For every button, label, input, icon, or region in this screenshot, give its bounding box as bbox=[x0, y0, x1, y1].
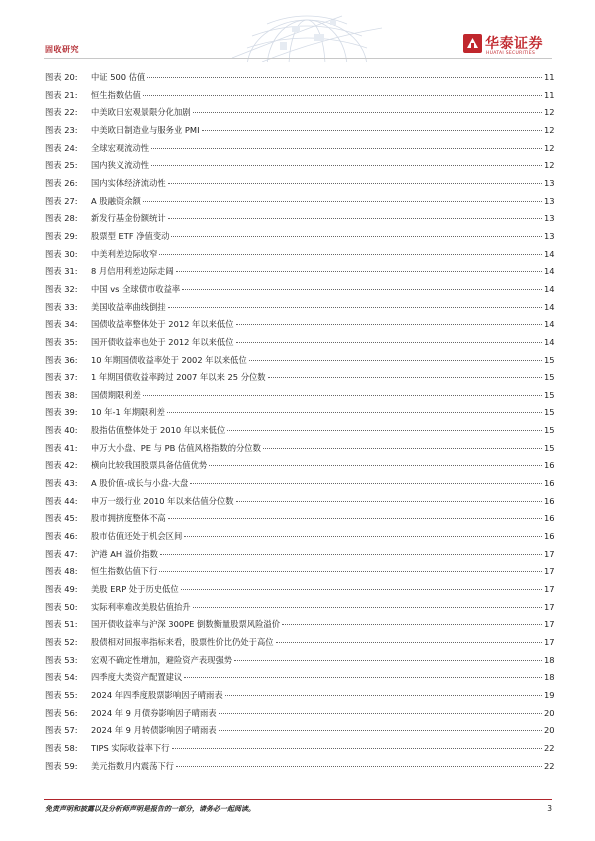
toc-entry-label: 图表 41: bbox=[45, 442, 78, 453]
toc-entry-title: A 股融资余额 bbox=[91, 195, 141, 206]
toc-entry-label: 图表 20: bbox=[45, 72, 78, 82]
toc-dot-leader bbox=[227, 429, 542, 431]
toc-entry-page: 14 bbox=[544, 248, 555, 259]
toc-entry-page: 15 bbox=[544, 425, 555, 436]
toc-entry[interactable] bbox=[45, 299, 554, 317]
toc-entry-title: 横向比较我国股票具备估值优势 bbox=[91, 460, 208, 471]
toc-entry-label: 图表 45: bbox=[45, 513, 78, 524]
logo-text-cn: 华泰证券 bbox=[485, 36, 543, 52]
toc-entry-page: 17 bbox=[544, 637, 555, 647]
toc-entry[interactable] bbox=[45, 687, 554, 705]
toc-dot-leader bbox=[181, 588, 542, 590]
toc-dot-leader bbox=[193, 606, 542, 608]
toc-dot-leader bbox=[167, 411, 542, 413]
toc-entry[interactable] bbox=[45, 228, 554, 246]
toc-entry-page: 20 bbox=[544, 725, 555, 736]
toc-dot-leader bbox=[172, 747, 542, 749]
toc-dot-leader bbox=[151, 164, 542, 166]
toc-dot-leader bbox=[249, 359, 542, 361]
toc-entry-page: 16 bbox=[544, 513, 555, 524]
toc-entry-title: 美国收益率曲线倒挂 bbox=[91, 301, 166, 312]
toc-entry-page: 12 bbox=[544, 160, 555, 171]
toc-entry-title: 股市拥挤度整体不高 bbox=[91, 513, 166, 524]
toc-entry[interactable] bbox=[45, 669, 554, 687]
toc-entry-page: 13 bbox=[544, 195, 555, 206]
toc-entry-page: 13 bbox=[544, 177, 555, 188]
toc-entry[interactable] bbox=[45, 157, 554, 175]
section-label: 固收研究 bbox=[45, 45, 79, 54]
toc-entry-page: 12 bbox=[544, 142, 555, 153]
toc-dot-leader bbox=[168, 306, 542, 308]
figure-list bbox=[45, 69, 554, 775]
toc-entry-label: 图表 56: bbox=[45, 707, 78, 718]
toc-entry-title: 恒生指数估值下行 bbox=[91, 566, 158, 577]
toc-entry-title: 股债相对回报率指标来看，股票性价比仍处于高位 bbox=[91, 637, 274, 647]
toc-entry[interactable] bbox=[45, 705, 554, 723]
toc-dot-leader bbox=[225, 694, 542, 696]
toc-entry[interactable] bbox=[45, 281, 554, 299]
toc-entry-title: 8 月信用利差边际走阔 bbox=[91, 266, 174, 277]
toc-entry-label: 图表 44: bbox=[45, 495, 78, 506]
toc-entry-page: 13 bbox=[544, 230, 555, 241]
toc-entry-title: 1 年期国债收益率跨过 2007 年以来 25 分位数 bbox=[91, 372, 266, 383]
toc-entry-label: 图表 25: bbox=[45, 160, 78, 171]
toc-entry-title: 全球宏观流动性 bbox=[91, 142, 150, 153]
toc-dot-leader bbox=[190, 482, 542, 484]
toc-entry-page: 12 bbox=[544, 107, 555, 118]
toc-entry-label: 图表 53: bbox=[45, 654, 78, 665]
toc-entry-title: 沪港 AH 溢价指数 bbox=[91, 548, 158, 559]
toc-entry-title: 国债期限利差 bbox=[91, 389, 141, 400]
toc-dot-leader bbox=[276, 641, 542, 643]
toc-entry-title: 股票型 ETF 净值变动 bbox=[91, 230, 170, 241]
toc-entry-title: 国内狭义流动性 bbox=[91, 160, 150, 171]
toc-entry-label: 图表 40: bbox=[45, 425, 78, 436]
toc-entry-page: 22 bbox=[544, 760, 555, 771]
toc-entry-title: 股市估值还处于机会区间 bbox=[91, 531, 183, 542]
toc-entry-page: 15 bbox=[544, 407, 555, 418]
toc-dot-leader bbox=[236, 323, 542, 325]
toc-entry[interactable] bbox=[45, 334, 554, 352]
toc-entry-page: 17 bbox=[544, 619, 555, 630]
toc-entry-label: 图表 33: bbox=[45, 301, 78, 312]
toc-entry-page: 17 bbox=[544, 566, 555, 577]
toc-entry-page: 22 bbox=[544, 742, 555, 753]
toc-entry[interactable] bbox=[45, 634, 554, 652]
toc-dot-leader bbox=[168, 217, 542, 219]
toc-entry-page: 14 bbox=[544, 266, 555, 277]
toc-dot-leader bbox=[184, 676, 542, 678]
toc-entry-label: 图表 49: bbox=[45, 584, 78, 595]
toc-dot-leader bbox=[236, 500, 542, 502]
globe-watermark-icon bbox=[222, 8, 392, 62]
toc-entry-title: 10 年期国债收益率处于 2002 年以来低位 bbox=[91, 354, 247, 365]
toc-entry[interactable] bbox=[45, 581, 554, 599]
toc-entry-title: 新发行基金份额统计 bbox=[91, 213, 166, 224]
toc-entry-page: 14 bbox=[544, 283, 555, 294]
toc-entry-label: 图表 50: bbox=[45, 601, 78, 612]
toc-entry[interactable] bbox=[45, 599, 554, 617]
toc-dot-leader bbox=[176, 765, 542, 767]
toc-entry-title: 中美欧日宏观景限分化加剧 bbox=[91, 107, 191, 118]
toc-entry[interactable] bbox=[45, 422, 554, 440]
toc-dot-leader bbox=[151, 147, 542, 149]
toc-entry-page: 15 bbox=[544, 354, 555, 365]
toc-entry-title: 中美利差边际收窄 bbox=[91, 248, 158, 259]
toc-entry-title: A 股价值-成长与小盘-大盘 bbox=[91, 478, 189, 489]
toc-entry[interactable] bbox=[45, 387, 554, 405]
toc-entry[interactable] bbox=[45, 246, 554, 264]
toc-entry-label: 图表 36: bbox=[45, 354, 78, 365]
toc-entry-title: 实际利率难改美股估值抬升 bbox=[91, 601, 191, 612]
toc-entry-page: 16 bbox=[544, 478, 555, 489]
toc-entry[interactable] bbox=[45, 528, 554, 546]
toc-entry[interactable] bbox=[45, 175, 554, 193]
toc-entry[interactable] bbox=[45, 546, 554, 564]
toc-entry-title: 国债收益率整体处于 2012 年以来低位 bbox=[91, 319, 234, 330]
toc-entry-label: 图表 32: bbox=[45, 283, 78, 294]
toc-entry-title: 申万大小盘、PE 与 PB 估值风格指数的分位数 bbox=[91, 442, 261, 453]
toc-entry-label: 图表 29: bbox=[45, 230, 78, 241]
huatai-logo-mark-icon bbox=[463, 34, 482, 53]
toc-entry-label: 图表 21: bbox=[45, 89, 78, 100]
toc-entry-label: 图表 24: bbox=[45, 142, 78, 153]
page-number: 3 bbox=[547, 804, 552, 813]
toc-entry[interactable] bbox=[45, 457, 554, 475]
toc-entry-title: 10 年-1 年期限利差 bbox=[91, 407, 165, 418]
toc-entry-label: 图表 47: bbox=[45, 548, 78, 559]
toc-entry[interactable] bbox=[45, 210, 554, 228]
toc-entry-label: 图表 27: bbox=[45, 195, 78, 206]
toc-entry[interactable] bbox=[45, 140, 554, 158]
toc-dot-leader bbox=[160, 553, 542, 555]
toc-entry-title: 美股 ERP 处于历史低位 bbox=[91, 584, 179, 595]
toc-entry-title: TIPS 实际收益率下行 bbox=[91, 742, 170, 753]
toc-dot-leader bbox=[143, 200, 542, 202]
toc-entry-title: 2024 年四季度股票影响因子晴雨表 bbox=[91, 689, 223, 700]
toc-entry[interactable] bbox=[45, 493, 554, 511]
toc-dot-leader bbox=[159, 253, 542, 255]
toc-dot-leader bbox=[182, 288, 542, 290]
toc-entry-title: 恒生指数估值 bbox=[91, 89, 141, 100]
toc-entry[interactable] bbox=[45, 87, 554, 105]
toc-entry-page: 14 bbox=[544, 301, 555, 312]
toc-entry-title: 美元指数月内震荡下行 bbox=[91, 760, 174, 771]
toc-entry-label: 图表 34: bbox=[45, 319, 78, 330]
toc-entry[interactable] bbox=[45, 352, 554, 370]
toc-entry[interactable] bbox=[45, 722, 554, 740]
toc-entry-page: 14 bbox=[544, 336, 555, 347]
toc-entry-page: 15 bbox=[544, 372, 555, 383]
toc-dot-leader bbox=[159, 570, 542, 572]
toc-entry-label: 图表 43: bbox=[45, 478, 78, 489]
footer-disclaimer: 免责声明和披露以及分析师声明是报告的一部分，请务必一起阅读。 bbox=[45, 805, 255, 813]
toc-entry-label: 图表 35: bbox=[45, 336, 78, 347]
toc-dot-leader bbox=[168, 182, 542, 184]
toc-dot-leader bbox=[193, 111, 542, 113]
toc-entry-title: 2024 年 9 月转债影响因子晴雨表 bbox=[91, 725, 217, 736]
toc-entry[interactable] bbox=[45, 369, 554, 387]
toc-entry[interactable] bbox=[45, 475, 554, 493]
toc-dot-leader bbox=[143, 94, 542, 96]
toc-entry-page: 15 bbox=[544, 389, 555, 400]
footer-divider bbox=[44, 799, 552, 800]
toc-entry-title: 2024 年 9 月债券影响因子晴雨表 bbox=[91, 707, 217, 718]
toc-entry[interactable] bbox=[45, 563, 554, 581]
toc-entry-label: 图表 22: bbox=[45, 107, 78, 118]
toc-entry-label: 图表 58: bbox=[45, 742, 78, 753]
toc-entry-title: 国开债收益率也处于 2012 年以来低位 bbox=[91, 336, 234, 347]
logo-text-en: HUATAI SECURITIES bbox=[486, 51, 536, 56]
toc-entry-title: 四季度大类资产配置建议 bbox=[91, 672, 183, 683]
huatai-logo bbox=[463, 34, 555, 58]
toc-entry-label: 图表 26: bbox=[45, 177, 78, 188]
toc-entry-page: 12 bbox=[544, 124, 555, 135]
toc-entry-label: 图表 55: bbox=[45, 689, 78, 700]
toc-entry-title: 国开债收益率与沪深 300PE 倒数衡量股票风险溢价 bbox=[91, 619, 280, 630]
toc-entry[interactable] bbox=[45, 440, 554, 458]
toc-entry-page: 18 bbox=[544, 654, 555, 665]
toc-entry-title: 股指估值整体处于 2010 年以来低位 bbox=[91, 425, 226, 436]
toc-entry-label: 图表 37: bbox=[45, 372, 78, 383]
toc-entry[interactable] bbox=[45, 758, 554, 776]
toc-dot-leader bbox=[171, 235, 542, 237]
toc-entry[interactable] bbox=[45, 263, 554, 281]
toc-entry-page: 19 bbox=[544, 689, 555, 700]
toc-entry-page: 17 bbox=[544, 548, 555, 559]
toc-entry-label: 图表 48: bbox=[45, 566, 78, 577]
toc-entry-page: 17 bbox=[544, 584, 555, 595]
toc-dot-leader bbox=[143, 394, 542, 396]
toc-entry-page: 11 bbox=[544, 89, 555, 100]
toc-entry-page: 11 bbox=[544, 72, 555, 82]
toc-entry-label: 图表 23: bbox=[45, 124, 78, 135]
toc-entry[interactable] bbox=[45, 510, 554, 528]
toc-entry[interactable] bbox=[45, 122, 554, 140]
toc-entry-page: 15 bbox=[544, 442, 555, 453]
toc-entry-label: 图表 42: bbox=[45, 460, 78, 471]
toc-entry-label: 图表 59: bbox=[45, 760, 78, 771]
toc-entry-label: 图表 54: bbox=[45, 672, 78, 683]
toc-dot-leader bbox=[219, 729, 542, 731]
toc-entry-page: 14 bbox=[544, 319, 555, 330]
toc-entry[interactable] bbox=[45, 404, 554, 422]
toc-entry-title: 中美欧日制造业与服务业 PMI bbox=[91, 124, 200, 135]
toc-dot-leader bbox=[176, 270, 542, 272]
toc-entry-page: 18 bbox=[544, 672, 555, 683]
toc-entry-label: 图表 39: bbox=[45, 407, 78, 418]
toc-entry-label: 图表 38: bbox=[45, 389, 78, 400]
toc-entry-label: 图表 30: bbox=[45, 248, 78, 259]
toc-entry-title: 国内实体经济流动性 bbox=[91, 177, 166, 188]
toc-entry-label: 图表 46: bbox=[45, 531, 78, 542]
toc-entry-title: 中证 500 估值 bbox=[91, 72, 146, 82]
toc-entry[interactable] bbox=[45, 69, 554, 87]
toc-entry-label: 图表 52: bbox=[45, 637, 78, 647]
toc-entry[interactable] bbox=[45, 740, 554, 758]
toc-dot-leader bbox=[202, 129, 542, 131]
toc-entry[interactable] bbox=[45, 616, 554, 634]
header-divider bbox=[44, 58, 552, 59]
toc-dot-leader bbox=[236, 341, 542, 343]
toc-entry-label: 图表 51: bbox=[45, 619, 78, 630]
toc-entry-label: 图表 57: bbox=[45, 725, 78, 736]
toc-dot-leader bbox=[168, 517, 542, 519]
toc-entry-page: 16 bbox=[544, 531, 555, 542]
toc-entry-title: 中国 vs 全球债市收益率 bbox=[91, 283, 181, 294]
toc-entry[interactable] bbox=[45, 104, 554, 122]
toc-entry-label: 图表 28: bbox=[45, 213, 78, 224]
toc-dot-leader bbox=[209, 464, 542, 466]
toc-entry-page: 17 bbox=[544, 601, 555, 612]
toc-dot-leader bbox=[282, 623, 542, 625]
toc-entry[interactable] bbox=[45, 316, 554, 334]
toc-entry-page: 16 bbox=[544, 460, 555, 471]
toc-entry-page: 13 bbox=[544, 213, 555, 224]
toc-entry[interactable] bbox=[45, 652, 554, 670]
toc-entry-title: 宏观不确定性增加，避险资产表现强势 bbox=[91, 654, 233, 665]
toc-dot-leader bbox=[184, 535, 542, 537]
toc-entry-page: 16 bbox=[544, 495, 555, 506]
toc-entry-label: 图表 31: bbox=[45, 266, 78, 277]
toc-dot-leader bbox=[147, 76, 542, 78]
toc-dot-leader bbox=[263, 447, 542, 449]
toc-dot-leader bbox=[268, 376, 542, 378]
toc-entry[interactable] bbox=[45, 193, 554, 211]
toc-entry-page: 20 bbox=[544, 707, 555, 718]
toc-dot-leader bbox=[219, 712, 542, 714]
toc-entry-title: 申万一级行业 2010 年以来估值分位数 bbox=[91, 495, 234, 506]
toc-dot-leader bbox=[234, 659, 542, 661]
page-header bbox=[0, 0, 595, 62]
